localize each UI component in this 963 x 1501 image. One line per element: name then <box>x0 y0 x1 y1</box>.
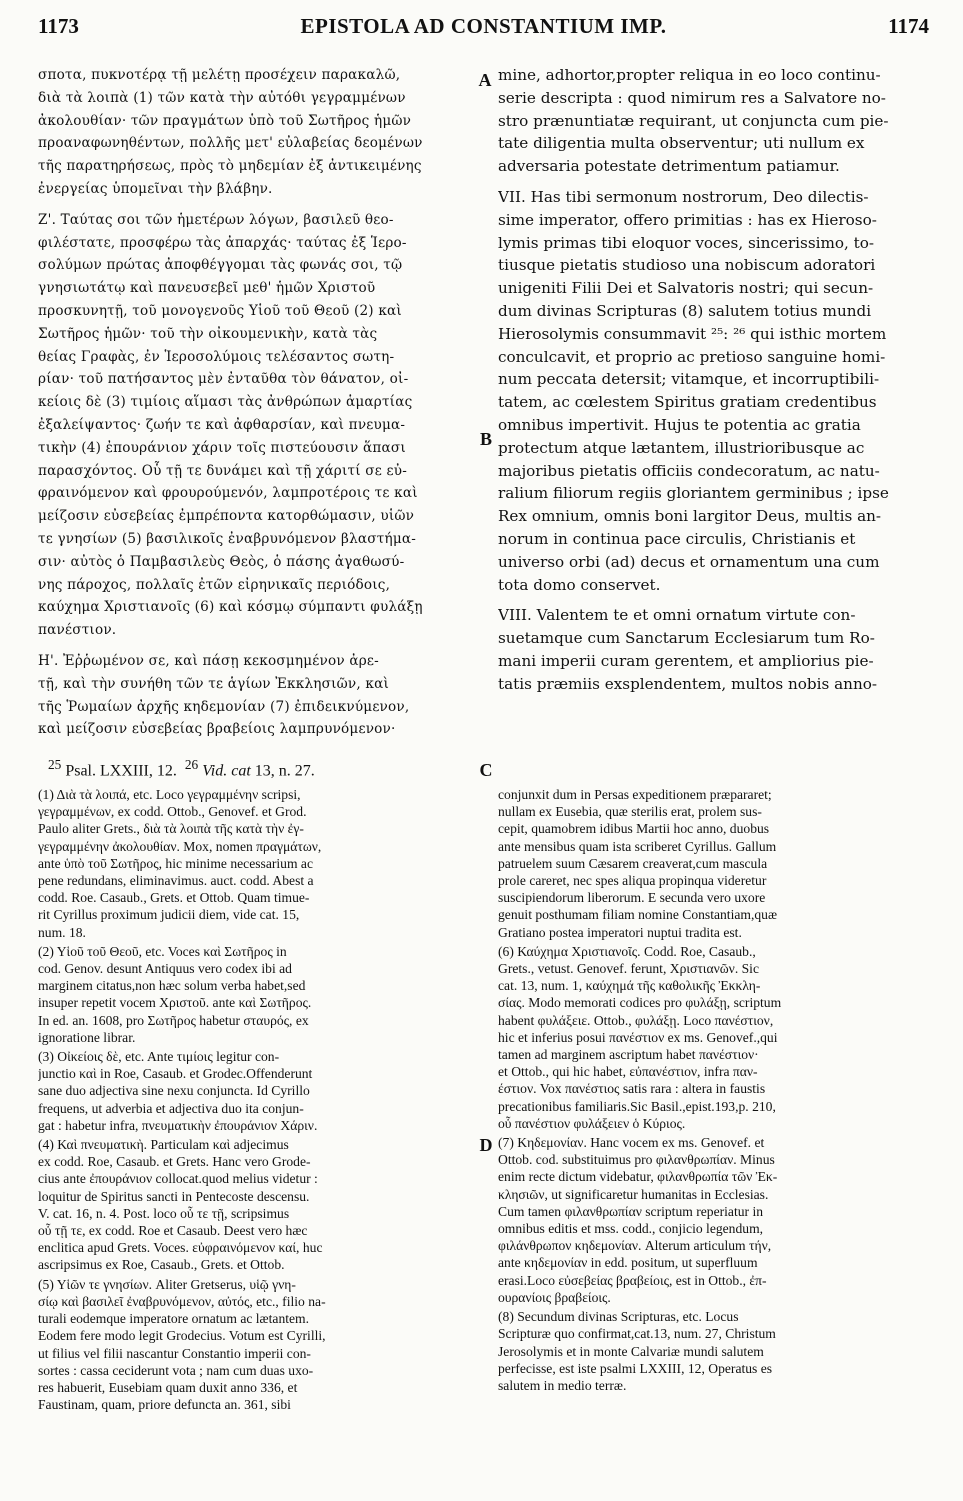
page-header <box>38 14 929 46</box>
latin-text-column <box>498 64 930 696</box>
section-marker-d: D <box>479 1135 493 1155</box>
footnote: conjunxit dum in Persas expeditionem præpararet; nullam ex Eusebia, quæ sterilis erat, prolem sus- cepit, quamobrem idibus Martii hoc anno, duobus ante mensibus quam ista scriberet Cyrillus. Gallum patruelem suum Cæsarem creaverat,cum mascula prole careret, nec spes aliqua propinqua videretur suscipiendorum liberorum. E secunda vero uxore genuit posthumam filiam nomine Constantiam,quæ Gratiano postea imperatori nuptui tradita est. <box>498 787 778 940</box>
latin-paragraph: VIII. Valentem te et omni ornatum virtute con- suetamque cum Sanctarum Ecclesiarum tum Ro- mani imperii curam gerentem, et ampliorius pie- tatis præmiis exsplendentem, multos nobis anno- <box>498 606 877 693</box>
section-marker-a: A <box>478 70 492 90</box>
page-number-left: 1173 <box>38 14 79 38</box>
ref-text: 13, n. 27. <box>254 762 315 780</box>
section-marker-c: C <box>479 760 493 780</box>
ref-text: Vid. cat <box>202 762 251 780</box>
scripture-references <box>48 757 468 780</box>
section-marker-b: B <box>479 429 492 449</box>
greek-paragraph: Ζ'. Ταύτας σοι τῶν ἡμετέρων λόγων, βασιλεῦ θεο- φιλέστατε, προσφέρω τὰς ἀπαρχάς· ταύτας ἐξ Ἱερο- σολύμων πρώτας ἀποφθέγγομαι τὰς φωνάς σοι, τῷ γνησιωτάτῳ καὶ πανευσεβεῖ μεθ' ἡμῶν Χριστοῦ προσκυνητῇ, τοῦ μονογενοῦς Υἱοῦ τοῦ Θεοῦ (2) καὶ Σωτῆρος ἡμῶν· τοῦ τὴν οἰκουμενικὴν, κατὰ τὰς θείας Γραφὰς, ἐν Ἱεροσολύμοις τελέσαντος σωτη- ρίαν· τοῦ πατήσαντος μὲν ἐνταῦθα τὸν θάνατον, οἰ- κείοις δὲ (3) τιμίοις αἵμασι τὰς ἀνθρώπων ἁμαρτίας ἐξαλείψαντος· ζωήν τε καὶ ἀφθαρσίαν, καὶ πνευμα- τικὴν (4) ἐπουράνιον χάριν τοῖς πιστεύουσιν ἅπασι παρασχόντος. Οὗ τῇ τε δυνάμει καὶ τῇ χάριτί σε εὐ- φραινόμενον καὶ φρουρούμενόν, λαμπροτέροις τε καὶ μείζοσιν εὐσεβείας ἐμπρέποντα κατορθώμασιν, υἱῶν τε γνησίων (5) βασιλικοῖς ἐναβρυνόμενον βλαστήμα- σιν· αὐτὸς ὁ Παμβασιλεὺς Θεὸς, ὁ πάσης ἀγαθωσύ- νης πάροχος, πολλαῖς ἐτῶν εἰρηνικαῖς περιόδοις, καύχημα Χριστιανοῖς (6) καὶ κόσμῳ σύμπαντι φυλάξῃ πανέστιον. <box>38 211 423 639</box>
footnote: (4) Καὶ πνευματικὴ. Particulam καὶ adjecimus ex codd. Roe, Casaub. et Grets. Hanc vero Grode- cius ante ἐπουράνιον collocat.quod melius videtur : loquitur de Spiritus sancti in Pentecoste descensu. V. cat. 16, n. 4. Post. loco οὗ τε τῇ, scripsimus οὗ τῇ τε, ex codd. Roe et Casaub. Deest vero hæc enclitica apud Grets. Voces. εὐφραινόμενον καί, huc ascripsimus ex Roe, Casaub., Grets. et Ottob. <box>38 1137 323 1273</box>
ref-number: 25 <box>48 757 62 772</box>
greek-paragraph: σποτα, πυκνοτέρᾳ τῇ μελέτῃ προσέχειν παρακαλῶ, διὰ τὰ λοιπὰ (1) τῶν κατὰ τὴν αὐτόθι γεγραμμένων ἀκολουθίαν· τῶν πραγμάτων ὑπὸ τοῦ Σωτῆρος ἡμῶν προαναφωνηθέντων, πολλῆς μετ' εὐλαβείας δεομένων τῆς παρατηρήσεως, πρὸς τὸ μηδεμίαν ἐξ ἀντικειμένης ἐνεργείας ὑπομεῖναι τὴν βλάβην. <box>38 67 423 197</box>
latin-paragraph: VII. Has tibi sermonum nostrorum, Deo dilectis- sime imperator, offero primitias : has ex Hieroso- lymis primas tibi eloquor voces, sincerissimo, to- tiusque pietatis studioso una nobiscum adoratori unigeniti Filii Dei et Salvatoris nostri; qui secun- dum divinas Scripturas (8) salutem totius mundi Hierosolymis consummavit ²⁵: ²⁶ qui isthic mortem conculcavit, et proprio ac pretioso sanguine homi- num peccata detersit; vitamque, et incorruptibili- tatem, ac cœlestem Spiritus gratiam credentibus omnibus impertivit. Hujus te potentia ac gratia protectum atque lætantem, illustrioribusque ac majoribus pietatis officiis condecoratum, ac natu- ralium filiorum regiis gloriantem germinibus ; ipse Rex omnium, omnis boni largitor Deus, multis an- norum in continua pace circulis, Christianis et universo orbi (ad) decus et ornamentum una cum tota domo conservet. <box>498 187 889 594</box>
footnotes-right <box>498 786 930 1394</box>
footnote: (3) Οἰκείοις δὲ, etc. Ante τιμίοις legitur con- junctio καὶ in Roe, Casaub. et Grodec.Offenderunt sane duo adjectiva sine nexu conjuncta. Id Cyrillo frequens, ut adverbia et adjectiva duo ita conjun- gat : habetur infra, πνευματικὴν ἐπουράνιον Χάριν. <box>38 1049 318 1133</box>
page-number-right: 1174 <box>888 14 929 38</box>
running-title: EPISTOLA AD CONSTANTIUM IMP. <box>300 14 667 38</box>
ref-number: 26 <box>184 757 199 772</box>
greek-paragraph: Η'. Ἐῤῥωμένον σε, καὶ πάσῃ κεκοσμημένον ἀρε- τῇ, καὶ τὴν συνήθη τῶν τε ἁγίων Ἐκκλησιῶν, καὶ τῆς Ῥωμαίων ἀρχῆς κηδεμονίαν (7) ἐπιδεικνύμενον, καὶ μείζοσιν εὐσεβείας βραβείοις λαμπρυνόμενον· <box>38 652 410 738</box>
footnote: (1) Διὰ τὰ λοιπά, etc. Loco γεγραμμένην scripsi, γεγραμμένων, ex codd. Ottob., Genovef. et Grod. Paulo aliter Grets., διὰ τὰ λοιπὰ τῆς κατὰ τὴν ἐγ- γεγραμμένην ἀκολουθίαν. Mox, nomen πραγμάτων, ante ὑπὸ τοῦ Σωτῆρος, hic minime necessarium ac pene redundans, eliminavimus. auct. codd. Abest a codd. Roe. Casaub., Grets. et Ottob. Quam timue- rit Cyrillus proximum judicii diem, vide cat. 15, num. 18. <box>38 787 322 940</box>
footnotes-left <box>38 786 474 1413</box>
greek-text-column <box>38 64 478 741</box>
latin-paragraph: mine, adhortor,propter reliqua in eo loco continu- serie descripta : quod nimirum res a Salvatore no- stro prænuntiatæ requirant, ut conjuncta cum pie- tate diligentia multa observentur; uti nullum ex adversaria potestate detrimentum patiamur. <box>498 66 889 176</box>
footnote: (8) Secundum divinas Scripturas, etc. Locus Scripturæ quo confirmat,cat.13, num. 27, Christum Jerosolymis et in monte Calvariæ mundi salutem perfecisse, est iste psalmi LXXIII, 12, Operatus es salutem in medio terræ. <box>498 1309 776 1393</box>
footnote: (5) Υἱῶν τε γνησίων. Aliter Gretserus, υἱῷ γνη- σίῳ καὶ βασιλεῖ ἐναβρυνόμενον, αὐτός, etc., filio na- turali eodemque imperatore ornatum ac lætantem. Eodem fere modo legit Grodecius. Votum est Cyrilli, ut filius vel filii nascantur Constantio imperii con- sortes : cassa ceciderunt vota ; nam cum duas uxo- res habuerit, Eusebiam quam duxit anno 336, et Faustinam, quam, priore defuncta an. 361, sibi <box>38 1276 326 1413</box>
ref-text: Psal. LXXIII, 12. <box>65 762 177 780</box>
footnote: (2) Υἱοῦ τοῦ Θεοῦ, etc. Voces καὶ Σωτῆρος in cod. Genov. desunt Antiquus vero codex ibi ad marginem citatus,non hæc solum verba habet,sed insuper repetit vocem Χριστοῦ. ante καὶ Σωτῆρος. In ed. an. 1608, pro Σωτῆρος habetur σταυρός, ex ignoratione librar. <box>38 943 312 1045</box>
footnote: (6) Καύχημα Χριστιανοῖς. Codd. Roe, Casaub., Grets., vetust. Genovef. ferunt, Χριστιανῶν. Sic cat. 13, num. 1, καύχημά τῆς καθολικῆς Ἐκκλη- σίας. Modo memorati codices pro φυλάξῃ, scriptum habent φυλάξειε. Ottob., φυλάξῃ. Loco πανέστιον, hic et inferius posui πανέστιον ex ms. Genovef.,qui tamen ad marginem ascriptum habet πανέστιον· et Ottob., qui hic habet, εὐπανέστιον, infra παν- έστιον. Vox πανέστιος satis rara : altera in faustis precationibus familiaris.Sic Basil.,epist.193,p. 210, οὗ πανέστιον φυλάξειεν ὁ Κύριος. <box>498 943 782 1131</box>
footnote: (7) Κηδεμονίαν. Hanc vocem ex ms. Genovef. et Ottob. cod. substituimus pro φιλανθρωπίαν. Minus enim recte dictum videbatur, φιλανθρωπία τῶν Ἐκ- κλησιῶν, ut significaretur humanitas in Ecclesias. Cum tamen φιλανθρωπίαν scriptum reperiatur in omnibus editis et mss. codd., conjicio legendum, φιλάνθρωπον κηδεμονίαν. Alterum articulum τήν, ante κηδεμονίαν in edd. positum, ut superfluum erasi.Loco εὐσεβείας βραβείοις, est in Ottob., ἐπ- ουρανίοις βραβείοις. <box>498 1135 778 1305</box>
